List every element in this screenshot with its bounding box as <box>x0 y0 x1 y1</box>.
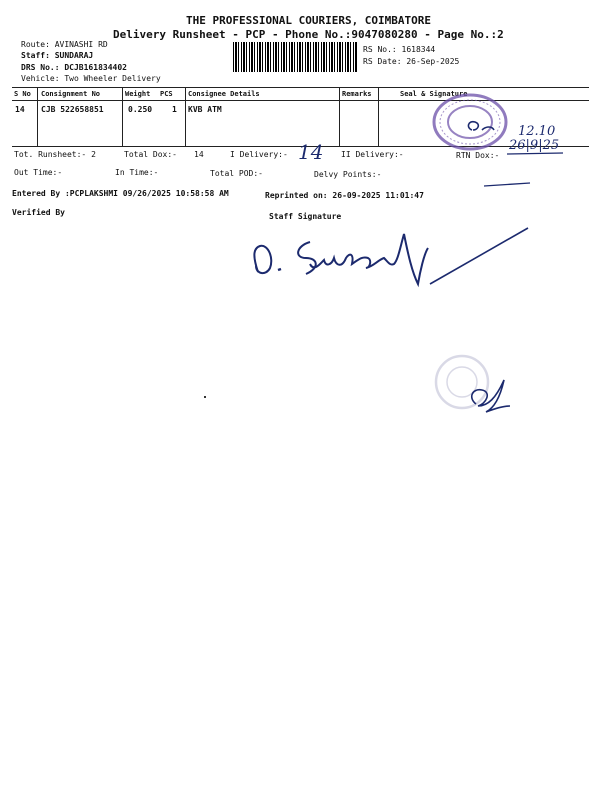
out-time-label: Out Time:- <box>14 168 63 177</box>
company-title: THE PROFESSIONAL COURIERS, COIMBATORE <box>186 14 432 27</box>
header-pcs: PCS <box>160 90 173 98</box>
col-divider <box>185 87 186 146</box>
total-pod-label: Total POD:- <box>210 169 263 178</box>
verified-by-label: Verified By <box>12 208 65 217</box>
runsheet-subtitle: Delivery Runsheet - PCP - Phone No.:9047080280 - Page No.:2 <box>113 28 504 41</box>
bottom-signature-icon <box>458 376 518 416</box>
vehicle-label: Vehicle: Two Wheeler Delivery <box>21 74 161 83</box>
rs-number: RS No.: 1618344 <box>363 45 436 54</box>
tot-runsheet: Tot. Runsheet:- 2 <box>14 150 96 159</box>
entered-by: Entered By :PCPLAKSHMI 09/26/2025 10:58:58 AM <box>12 189 229 198</box>
handwritten-underline-icon <box>507 152 567 156</box>
header-weight: Weight <box>125 90 151 98</box>
total-dox-value: 14 <box>194 150 204 159</box>
total-dox-label: Total Dox:- <box>124 150 177 159</box>
header-consignee-details: Consignee Details <box>188 90 260 98</box>
barcode-image <box>233 42 357 72</box>
in-time-label: In Time:- <box>115 168 159 177</box>
staff-signature-label: Staff Signature <box>269 212 342 221</box>
route-label: Route: AVINASHI RD <box>21 40 108 49</box>
row-weight: 0.250 <box>128 105 153 114</box>
handwritten-note-time: 12.10 <box>518 124 556 139</box>
header-s-no: S No <box>14 90 31 98</box>
row-s-no: 14 <box>15 105 25 114</box>
handwritten-i-delivery-count: 14 <box>298 140 324 164</box>
col-divider <box>339 87 340 146</box>
rs-date: RS Date: 26-Sep-2025 <box>363 57 460 66</box>
col-divider <box>122 87 123 146</box>
row-pcs: 1 <box>172 105 177 114</box>
col-divider <box>37 87 38 146</box>
row-consignee: KVB ATM <box>188 105 222 114</box>
handwritten-dash-icon <box>484 182 534 188</box>
staff-signature-scribble-icon <box>248 224 538 294</box>
i-delivery-label: I Delivery:- <box>230 150 288 159</box>
delvy-points-label: Delvy Points:- <box>314 170 382 179</box>
ii-delivery-label: II Delivery:- <box>341 150 404 159</box>
stray-dot <box>204 396 206 398</box>
staff-label: Staff: SUNDARAJ <box>21 51 94 60</box>
rtn-dox-label: RTN Dox:- <box>456 151 500 160</box>
table-top-border <box>12 87 589 88</box>
handwritten-note-date: 26|9|25 <box>509 138 560 153</box>
drs-number: DRS No.: DCJB161834402 <box>21 63 127 72</box>
header-consignment-no: Consignment No <box>41 90 101 98</box>
col-divider <box>378 87 379 146</box>
row-consignment: CJB 522658851 <box>41 105 104 114</box>
reprinted-on: Reprinted on: 26-09-2025 11:01:47 <box>265 191 424 200</box>
header-remarks: Remarks <box>342 90 372 98</box>
header-seal-signature: Seal & Signature <box>400 90 468 98</box>
